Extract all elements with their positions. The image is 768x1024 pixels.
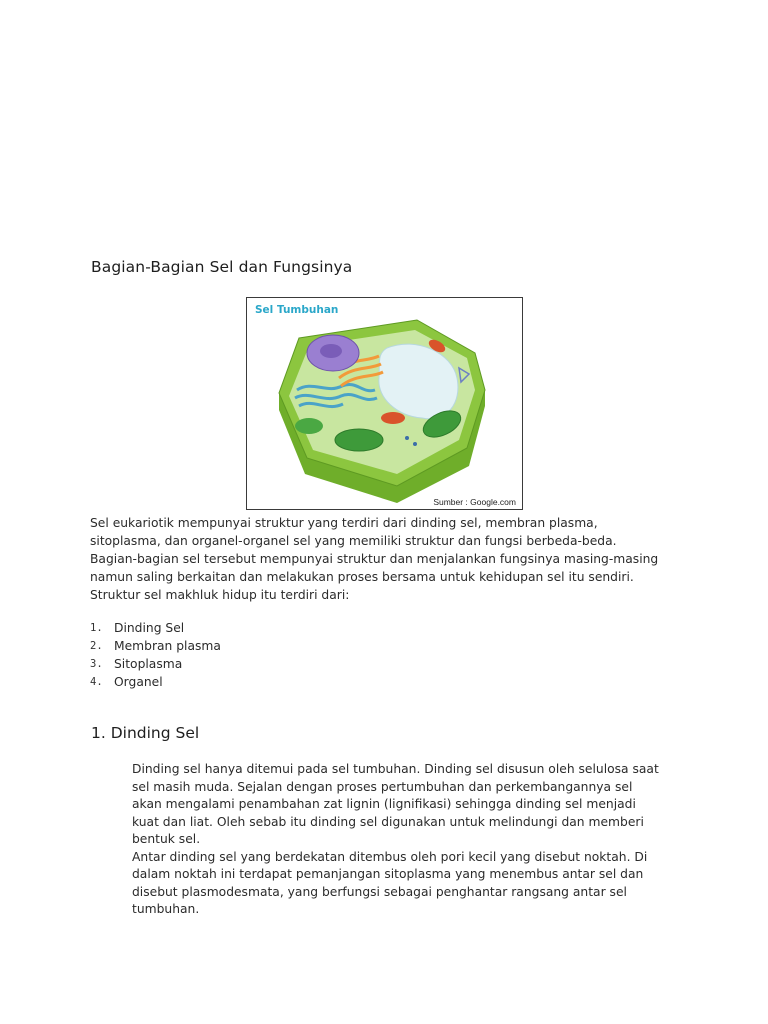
section-line: Dinding sel hanya ditemui pada sel tumbuhan. Dinding sel disusun oleh selulosa saat: [132, 762, 659, 776]
list-label: Dinding Sel: [114, 621, 185, 635]
section-line: tumbuhan.: [132, 902, 200, 916]
section-line: Antar dinding sel yang berdekatan ditembus oleh pori kecil yang disebut noktah. Di: [132, 849, 648, 864]
section-heading: 1. Dinding Sel: [91, 724, 200, 742]
page-title: Bagian-Bagian Sel dan Fungsinya: [91, 258, 353, 276]
section-line: bentuk sel.: [132, 832, 201, 846]
section-line: akan mengalami penambahan zat lignin (lignifikasi) sehingga dinding sel menjadi: [132, 797, 636, 811]
intro-line: Bagian-bagian sel tersebut mempunyai struktur dan menjalankan fungsinya masing-masing: [90, 552, 659, 566]
list-label: Sitoplasma: [114, 657, 183, 671]
list-label: Membran plasma: [114, 639, 221, 653]
chloroplast: [295, 418, 323, 434]
intro-line: namun saling berkaitan dan melakukan proses bersama untuk kehidupan sel itu sendiri.: [90, 570, 634, 584]
ribosome: [405, 436, 409, 440]
ribosome: [413, 442, 417, 446]
list-item: [90, 637, 221, 655]
section-line: kuat dan liat. Oleh sebab itu dinding sel digunakan untuk melindungi dan memberi: [132, 814, 644, 829]
list-item: [90, 673, 221, 691]
list-number: 1.: [90, 622, 103, 634]
list-item: [90, 619, 221, 637]
figure-source: Sumber : Google.com: [433, 497, 516, 507]
list-label: Organel: [114, 675, 163, 689]
structure-list: [90, 619, 221, 691]
section-line: dalam noktah ini terdapat pemanjangan sitoplasma yang menembus antar sel dan: [132, 867, 644, 881]
chloroplast: [335, 429, 383, 451]
list-number: 4.: [90, 676, 103, 688]
section-line: disebut plasmodesmata, yang berfungsi sebagai penghantar rangsang antar sel: [132, 884, 627, 899]
figure-caption: Sel Tumbuhan: [255, 304, 339, 316]
list-item: [90, 655, 221, 673]
list-number: 3.: [90, 658, 103, 670]
section-body: [132, 761, 692, 919]
plant-cell-illustration: [247, 298, 523, 510]
intro-line: Sel eukariotik mempunyai struktur yang terdiri dari dinding sel, membran plasma,: [90, 516, 598, 530]
list-number: 2.: [90, 640, 103, 652]
plant-cell-figure: [246, 297, 523, 510]
intro-line: sitoplasma, dan organel-organel sel yang memiliki struktur dan fungsi berbeda-beda.: [90, 534, 617, 548]
section-line: sel masih muda. Sejalan dengan proses pertumbuhan dan perkembangannya sel: [132, 779, 633, 794]
nucleolus: [320, 344, 342, 358]
intro-line: Struktur sel makhluk hidup itu terdiri dari:: [90, 588, 350, 602]
intro-paragraph: [90, 514, 690, 604]
mitochondrion: [381, 412, 405, 424]
